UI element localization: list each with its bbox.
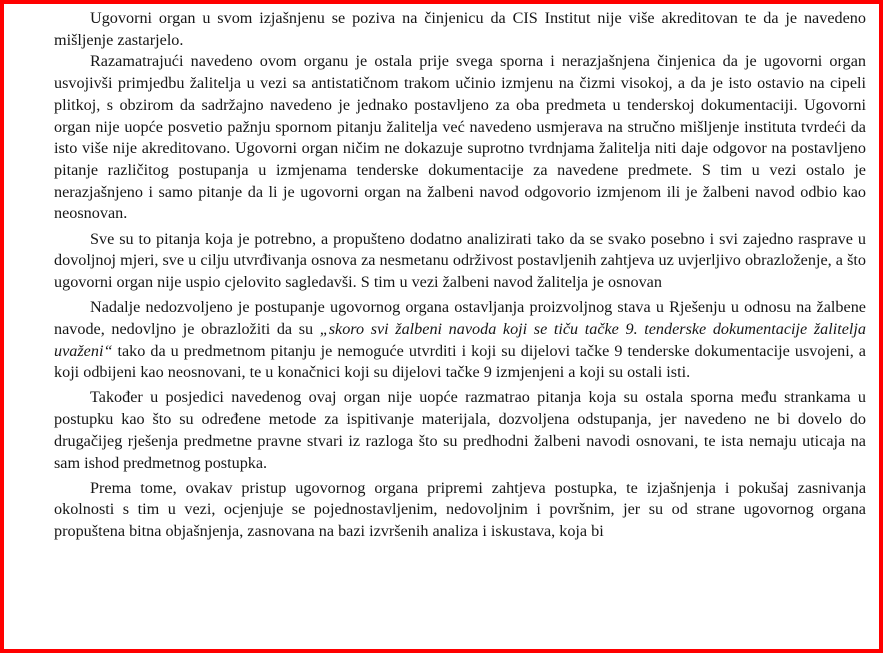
paragraph-2: [54, 51, 866, 225]
paragraph-text: Nadalje nedozvoljeno je postupanje ugovornog organa ostavljanja proizvoljnog stava u Rješenju u odnosu na žalbene navode, nedovljno je obrazložiti da su: [54, 298, 866, 338]
paragraph-1: [54, 8, 866, 51]
paragraph-text: Razamatrajući navedeno ovom organu je ostala prije svega sporna i nerazjašnjena činjenica da je ugovorni organ usvojivši primjedbu žalitelja u vezi sa antistatičnom trakom učinio izmjenu na čizmi visokoj, a da je isto ostavio na cipeli plitkoj, s obzirom da sadržajno navedeno je jednako postavljeno za oba predmeta u tenderskoj dokumentaciji. Ugovorni organ nije uopće posvetio pažnju spornom pitanju žalitelja već navedeno usmjerava na stručno mišljenje instituta tvrdeći da isto više nije akreditovano. Ugovorni organ ničim ne dokazuje suprotno tvrdnjama žalitelja niti daje odgovor na postavljeno pitanje različitog postupanja u izmjenama tenderske dokumentacije za navedene predmete. S tim u vezi ostalo je nerazjašnjeno i samo pitanje da li je ugovorni organ na žalbeni navod odgovorio izmjenom ili je žalbeni navod odbio kao neosnovan.: [54, 52, 866, 223]
paragraph-text: Sve su to pitanja koja je potrebno, a propušteno dodatno analizirati tako da se svako posebno i svi zajedno rasprave u dovoljnoj mjeri, sve u cilju utvrđivanja osnova za nesmetanu održivost postavljenih zahtjeva uz uvjerljivo obrazloženje, a što ugovorni organ nije uspio cjelovito sagledavši. S tim u vezi žalbeni navod žalitelja je osnovan: [54, 229, 866, 291]
paragraph-4: [54, 297, 866, 384]
quoted-text: „skoro svi žalbeni navoda koji se tiču tačke 9. tenderske dokumentacije žalitelja uvaženi“: [54, 319, 866, 360]
paragraph-text: tako da u predmetnom pitanju je nemoguće utvrditi i koji su dijelovi tačke 9 tenderske dokumentacije usvojeni, a koji odbijeni kao neosnovani, te u konačnici koji su dijelovi tačke 9 izmjenjeni a koji su ostali isti.: [54, 341, 866, 382]
paragraph-text: Ugovorni organ u svom izjašnjenu se poziva na činjenicu da CIS Institut nije više akreditovan te da je navedeno mišljenje zastarjelo.: [54, 9, 866, 49]
paragraph-5: [54, 387, 866, 474]
paragraph-6: [54, 478, 866, 543]
paragraph-3: [54, 229, 866, 294]
paragraph-text: Također u posjedici navedenog ovaj organ nije uopće razmatrao pitanja koja su ostala sporna među strankama u postupku kao što su određene metode za ispitivanje materijala, dozvoljena odstupanja, jer navedeno ne bi dovelo do drugačijeg rješenja predmetne pravne stvari iz razloga što su predhodni žalbeni navodi osnovani, te ista nemaju uticaja na sam ishod predmetnog postupka.: [54, 388, 866, 472]
document-page: [54, 8, 866, 546]
paragraph-text: Prema tome, ovakav pristup ugovornog organa pripremi zahtjeva postupka, te izjašnjenja i pokušaj zasnivanja okolnosti s tim u vezi, ocjenjuje se pojednostavljenim, nedovoljnim i površnim, jer su od strane ugovornog organa propuštena bitna objašnjenja, zasnovana na bazi izvršenih analiza i iskustava, koja bi: [54, 478, 866, 541]
